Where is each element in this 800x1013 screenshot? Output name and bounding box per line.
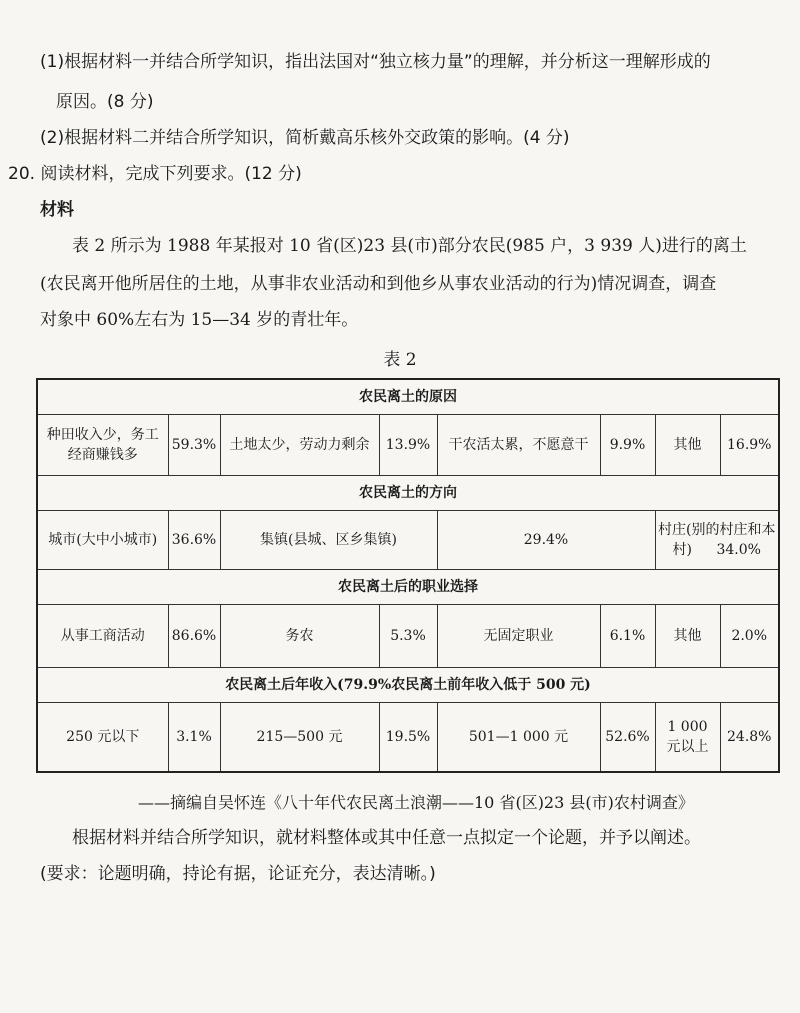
table-cell — [37, 415, 168, 476]
cell-text: 34.0% — [716, 542, 761, 558]
table-cell: 215—500 元 — [220, 703, 379, 773]
table-cell: 24.8% — [720, 703, 779, 773]
table-cell: 250 元以下 — [37, 703, 168, 773]
table-cell: 36.6% — [168, 511, 220, 570]
table-row — [37, 605, 779, 668]
table-cell: 务农 — [220, 605, 379, 668]
table-cell: 9.9% — [600, 415, 655, 476]
task-line2: (要求：论题明确，持论有据，论证充分，表达清晰。) — [40, 864, 436, 884]
material-paragraph-line2: (农民离开他所居住的土地，从事非农业活动和到他乡从事农业活动的行为)情况调查，调查 — [40, 274, 717, 294]
task-line1: 根据材料并结合所学知识，就材料整体或其中任意一点拟定一个论题，并予以阐述。 — [72, 828, 701, 848]
table-cell: 13.9% — [379, 415, 437, 476]
table-cell: 19.5% — [379, 703, 437, 773]
table-cell: 86.6% — [168, 605, 220, 668]
survey-table — [36, 378, 780, 773]
material-label: 材料 — [40, 200, 74, 220]
cell-text: 经商赚钱多 — [67, 447, 138, 463]
table-cell: 6.1% — [600, 605, 655, 668]
table-cell: 5.3% — [379, 605, 437, 668]
table-cell: 集镇(县城、区乡集镇) — [220, 511, 437, 570]
table-cell: 2.0% — [720, 605, 779, 668]
table-cell — [655, 703, 720, 773]
q19-part1-line1: (1)根据材料一并结合所学知识，指出法国对“独立核力量”的理解，并分析这一理解形成的 — [40, 52, 711, 72]
table-cell: 土地太少，劳动力剩余 — [220, 415, 379, 476]
table-row — [37, 511, 779, 570]
table-cell: 无固定职业 — [437, 605, 600, 668]
table-cell: 52.6% — [600, 703, 655, 773]
cell-text: 种田收入少，务工 — [46, 427, 159, 443]
table-cell — [655, 511, 779, 570]
table-row — [37, 703, 779, 773]
table-cell: 3.1% — [168, 703, 220, 773]
table-cell: 59.3% — [168, 415, 220, 476]
q19-part1-line2: 原因。(8 分) — [56, 92, 154, 112]
section-header-direction: 农民离土的方向 — [37, 476, 779, 511]
table-row — [37, 415, 779, 476]
table-cell: 城市(大中小城市) — [37, 511, 168, 570]
cell-text: 元以上 — [666, 739, 709, 755]
table-cell: 501—1 000 元 — [437, 703, 600, 773]
source-citation: ——摘编自吴怀连《八十年代农民离土浪潮——10 省(区)23 县(市)农村调查》 — [138, 793, 694, 812]
cell-text: 村庄(别的村庄和本村) — [658, 522, 776, 558]
cell-text: 1 000 — [667, 719, 708, 735]
table-caption: 表 2 — [383, 350, 417, 370]
table-cell: 其他 — [655, 415, 720, 476]
table-cell: 其他 — [655, 605, 720, 668]
q20-heading: 20. 阅读材料，完成下列要求。(12 分) — [8, 164, 302, 184]
material-paragraph-line1: 表 2 所示为 1988 年某报对 10 省(区)23 县(市)部分农民(985 户，3 939 人)进行的离土 — [72, 236, 747, 256]
q19-part2: (2)根据材料二并结合所学知识，简析戴高乐核外交政策的影响。(4 分) — [40, 128, 570, 148]
table-cell: 29.4% — [437, 511, 655, 570]
section-header-income: 农民离土后年收入(79.9%农民离土前年收入低于 500 元) — [37, 668, 779, 703]
table-cell: 16.9% — [720, 415, 779, 476]
section-header-occupation: 农民离土后的职业选择 — [37, 570, 779, 605]
material-paragraph-line3: 对象中 60%左右为 15—34 岁的青壮年。 — [40, 310, 359, 330]
section-header-reasons: 农民离土的原因 — [37, 379, 779, 415]
table-cell: 从事工商活动 — [37, 605, 168, 668]
table-cell: 干农活太累，不愿意干 — [437, 415, 600, 476]
